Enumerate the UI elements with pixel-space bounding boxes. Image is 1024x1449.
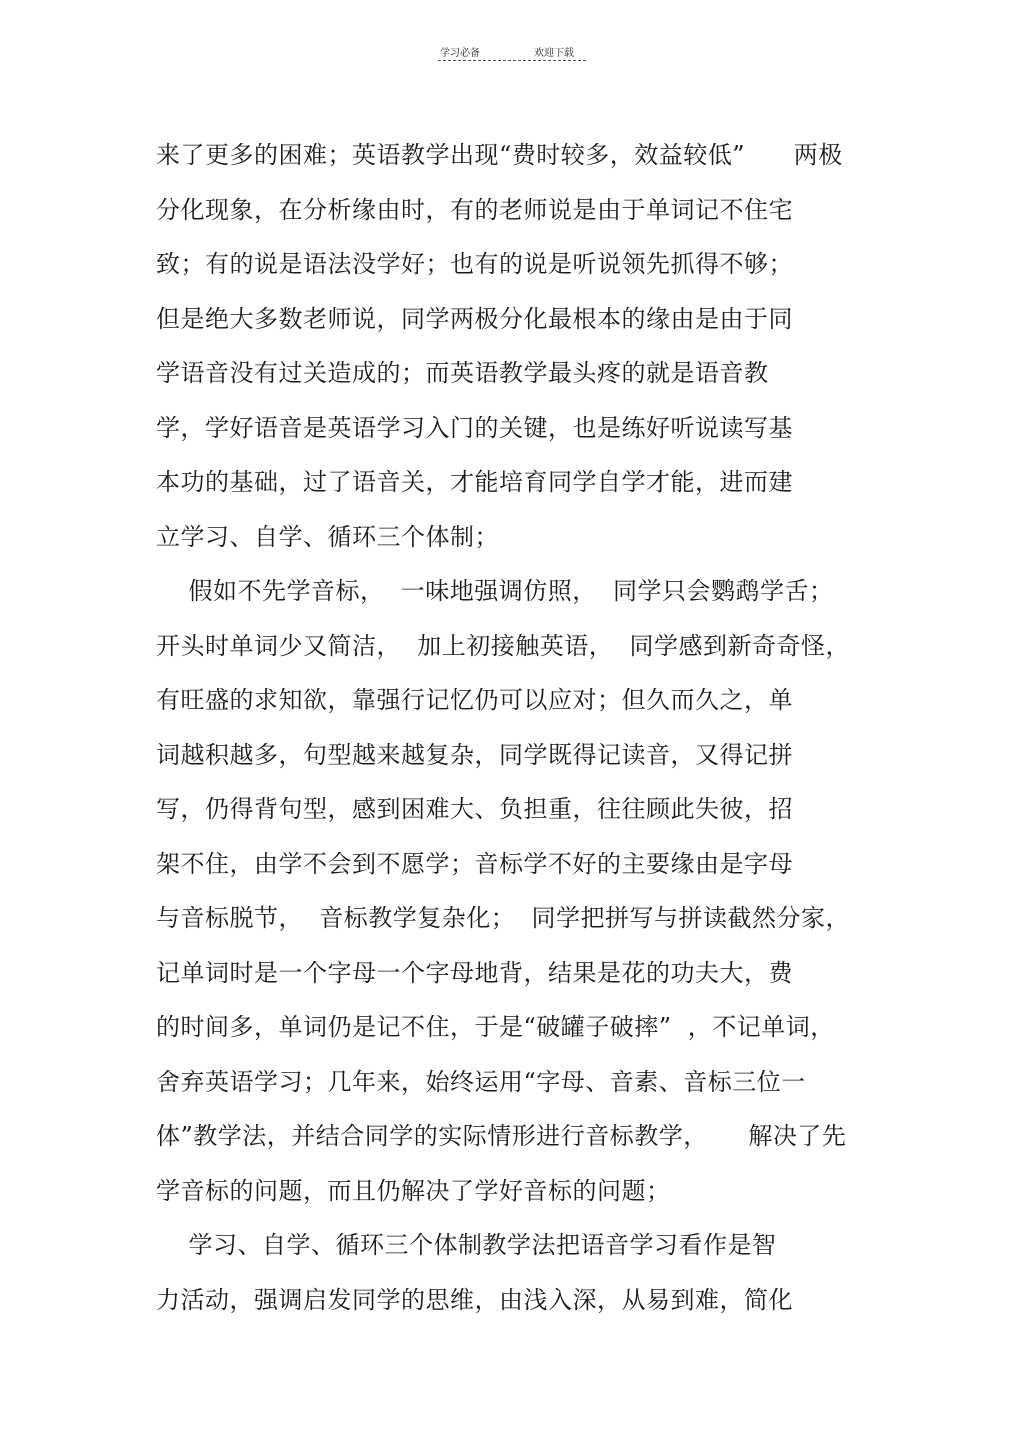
text-line: 来了更多的困难；英语教学出现“费时较多，效益较低” 两极 <box>156 141 843 169</box>
header-rule <box>438 60 586 61</box>
header-right-text: 欢迎下载 <box>534 48 574 59</box>
text-line: 词越积越多，句型越来越复杂，同学既得记读音，又得记拼 <box>156 740 793 769</box>
text-line: 学音标的问题，而且仍解决了学好音标的问题； <box>156 1176 671 1205</box>
text-line: 本功的基础，过了语音关，才能培育同学自学才能，进而建 <box>156 468 793 496</box>
text-line: 致；有的说是语法没学好；也有的说是听说领先抓得不够； <box>156 250 793 278</box>
text-line: 学习、自学、循环三个体制教学法把语音学习看作是智 <box>156 1231 777 1259</box>
text-line: 体”教学法，并结合同学的实际情形进行音标教学， 解决了先 <box>156 1122 847 1150</box>
text-line: 但是绝大多数老师说，同学两极分化最根本的缘由是由于同 <box>156 304 793 333</box>
text-line: 立学习、自学、循环三个体制； <box>156 522 499 551</box>
text-line: 力活动，强调启发同学的思维，由浅入深，从易到难，简化 <box>156 1285 793 1314</box>
text-line: 学语音没有过关造成的；而英语教学最头疼的就是语音教 <box>156 359 769 387</box>
text-line: 舍弃英语学习；几年来，始终运用“字母、音素、音标三位一 <box>156 1067 806 1096</box>
text-line: 有旺盛的求知欲，靠强行记忆仍可以应对；但久而久之，单 <box>156 686 793 714</box>
text-line: 开头时单词少又简洁， 加上初接触英语， 同学感到新奇奇怪， <box>156 631 851 660</box>
text-line: 的时间多，单词仍是记不住，于是“破罐子破摔” ，不记单词， <box>156 1013 835 1041</box>
body-text <box>156 128 876 1327</box>
text-line: 分化现象，在分析缘由时，有的老师说是由于单词记不住宅 <box>156 195 793 224</box>
text-line: 学，学好语音是英语学习入门的关键，也是练好听说读写基 <box>156 413 793 442</box>
text-line: 与音标脱节， 音标教学复杂化； 同学把拼写与拼读截然分家， <box>156 904 851 932</box>
page-header <box>438 40 586 64</box>
text-line: 写，仍得背句型，感到困难大、负担重，往往顾此失彼，招 <box>156 795 793 823</box>
header-left-text: 学习必备 <box>440 48 480 59</box>
text-line: 记单词时是一个字母一个字母地背，结果是花的功夫大，费 <box>156 958 793 987</box>
text-line: 架不住，由学不会到不愿学；音标学不好的主要缘由是字母 <box>156 849 793 878</box>
text-line: 假如不先学音标， 一味地强调仿照， 同学只会鹦鹉学舌； <box>156 577 834 605</box>
